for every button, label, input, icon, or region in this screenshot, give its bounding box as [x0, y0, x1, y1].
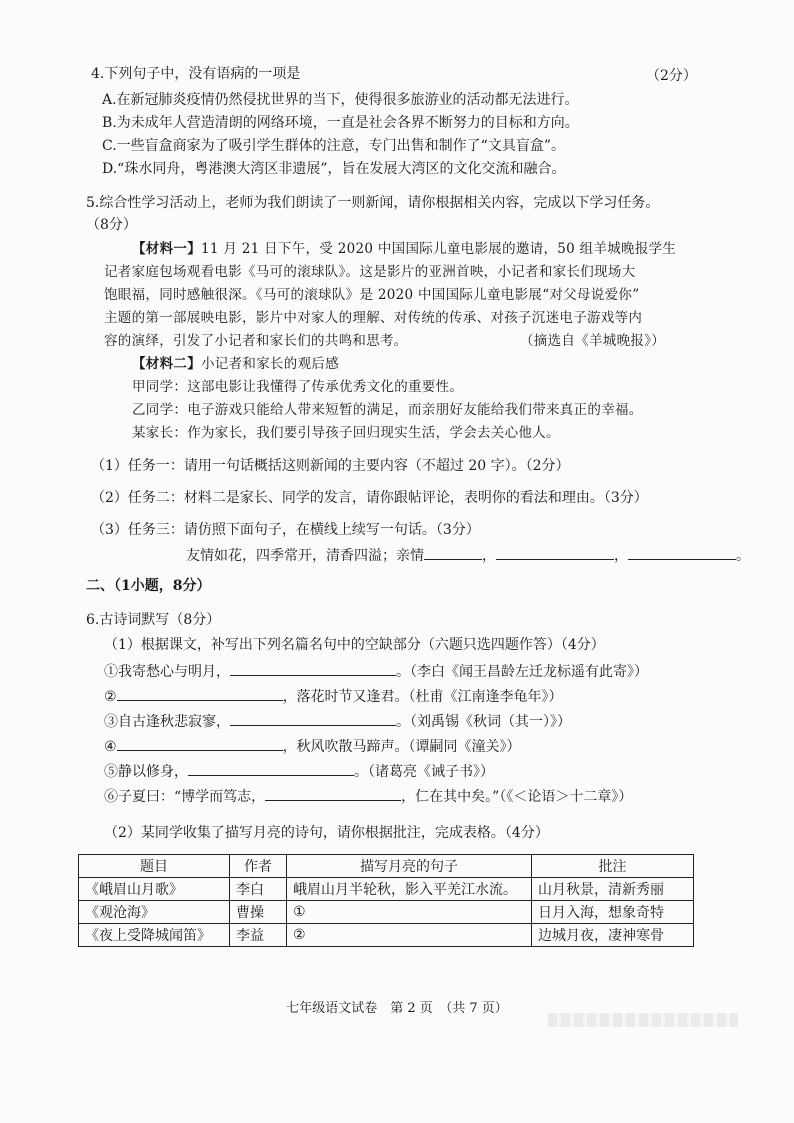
material2-title: 小记者和家长的观后感 — [201, 356, 339, 372]
material1-source: （摘选自《羊城晚报》） — [520, 333, 666, 349]
moon-poem-table — [78, 854, 694, 947]
q5-task1: （1）任务一：请用一句话概括这则新闻的主要内容（不超过 20 字）。（2分） — [91, 458, 570, 474]
q5-task2: （2）任务二：材料二是家长、同学的发言，请你跟帖评论，表明你的看法和理由。（3分） — [91, 490, 648, 506]
poem-item-4 — [104, 736, 521, 756]
q6-stem: 6.古诗词默写（8分） — [86, 612, 221, 628]
poem-blank-3[interactable] — [230, 711, 396, 726]
material1-line1 — [132, 240, 676, 258]
q4-stem: 4.下列句子中，没有语病的一项是 — [91, 66, 301, 82]
poem-blank-2[interactable] — [117, 686, 283, 701]
material1-label: 【材料一】 — [132, 241, 201, 257]
cell-line-answer-1[interactable]: ① — [287, 901, 532, 924]
cell-author: 李益 — [230, 924, 287, 947]
cell-note: 边城月夜，凄神寒骨 — [532, 924, 694, 947]
table-row — [79, 924, 694, 947]
page-footer: 七年级语文试卷 第 2 页 （共 7 页） — [286, 1001, 508, 1016]
poem-blank-6[interactable] — [265, 786, 401, 801]
q5-task3: （3）任务三：请仿照下面句子，在横线上续写一句话。（3分） — [91, 522, 480, 538]
poem-item-1-pre: ①我寄愁心与明月， — [104, 664, 230, 680]
answer-blank-1[interactable] — [424, 545, 482, 560]
poem-item-3-pre: ③自古逢秋悲寂寥， — [104, 714, 230, 730]
cell-line-answer-2[interactable]: ② — [287, 924, 532, 947]
material2-label: 【材料二】 — [132, 356, 201, 372]
poem-item-4-post: ，秋风吹散马蹄声。（谭嗣同《潼关》） — [282, 739, 521, 755]
header-note: 批注 — [532, 855, 694, 878]
cell-note: 山月秋景，清新秀丽 — [532, 878, 694, 901]
q4-score: （2分） — [646, 68, 697, 84]
poem-blank-4[interactable] — [117, 736, 283, 751]
cell-title: 《夜上受降城闻笛》 — [79, 924, 230, 947]
q4-option-b: B.为未成年人营造清朗的网络环境，一直是社会各界不断努力的目标和方向。 — [102, 115, 579, 131]
material2-line3: 某家长：作为家长，我们要引导孩子回归现实生活，学会去关心他人。 — [132, 425, 560, 441]
table-row — [79, 878, 694, 901]
poem-item-6-post: ，仁在其中矣。”（《＜论语＞十二章》） — [401, 789, 633, 805]
table-row — [79, 901, 694, 924]
period: 。 — [736, 548, 750, 564]
material1-line5: 容的演绎，引发了小记者和家长们的共鸣和思考。 — [104, 333, 408, 349]
q4-option-c: C.一些盲盒商家为了吸引学生群体的注意，专门出售和制作了“文具盲盒”。 — [102, 138, 565, 154]
material1-text: 11 月 21 日下午，受 2020 中国国际儿童电影展的邀请，50 组羊城晚报学生 — [201, 241, 677, 257]
poem-item-3-post: 。（刘禹锡《秋词（其一）》） — [396, 714, 571, 730]
q6-part2: （2）某同学收集了描写月亮的诗句，请你根据批注，完成表格。（4分） — [104, 825, 549, 841]
material2-line1: 甲同学：这部电影让我懂得了传承优秀文化的重要性。 — [132, 379, 464, 395]
poem-item-1-post: 。（李白《闻王昌龄左迁龙标遥有此寄》） — [396, 664, 648, 680]
answer-blank-3[interactable] — [628, 545, 736, 560]
table-header-row — [79, 855, 694, 878]
poem-item-5 — [104, 761, 494, 781]
poem-item-5-pre: ⑤静以修身， — [104, 764, 188, 780]
q5-imitation-line — [186, 545, 750, 565]
header-author: 作者 — [230, 855, 287, 878]
poem-blank-5[interactable] — [188, 761, 354, 776]
material1-line2: 记者家庭包场观看电影《马可的滚球队》。这是影片的亚洲首映，小记者和家长们现场大 — [104, 264, 636, 280]
poem-item-6 — [104, 786, 632, 806]
poem-item-5-post: 。（诸葛亮《诫子书》） — [354, 764, 494, 780]
q5-stem: 5.综合性学习活动上，老师为我们朗读了一则新闻，请你根据相关内容，完成以下学习任务。 — [86, 195, 660, 211]
scan-smudge — [548, 1013, 738, 1027]
poem-item-6-pre: ⑥子夏曰：“博学而笃志， — [104, 789, 266, 805]
cell-title: 《观沧海》 — [79, 901, 230, 924]
section2-heading: 二、（1小题，8分） — [86, 578, 211, 594]
imitation-prefix: 友情如花，四季常开，清香四溢；亲情 — [186, 548, 424, 564]
poem-blank-1[interactable] — [230, 661, 396, 676]
poem-item-1 — [104, 661, 648, 681]
answer-blank-2[interactable] — [496, 545, 614, 560]
comma-1: ， — [482, 548, 496, 564]
cell-author: 李白 — [230, 878, 287, 901]
q4-option-d: D.“珠水同舟，粤港澳大湾区非遗展”，旨在发展大湾区的文化交流和融合。 — [102, 161, 566, 177]
poem-item-2 — [104, 686, 563, 706]
poem-item-2-post: ，落花时节又逢君。（杜甫《江南逢李龟年》） — [282, 689, 563, 705]
header-title: 题目 — [79, 855, 230, 878]
cell-line: 峨眉山月半轮秋，影入平羌江水流。 — [287, 878, 532, 901]
cell-title: 《峨眉山月歌》 — [79, 878, 230, 901]
header-line: 描写月亮的句子 — [287, 855, 532, 878]
q5-score: （8分） — [86, 217, 137, 233]
material1-line3: 饱眼福，同时感触很深。《马可的滚球队》是 2020 中国国际儿童电影展“对父母说爱你” — [104, 287, 640, 303]
poem-item-4-pre: ④ — [104, 739, 117, 755]
cell-note: 日月入海，想象奇特 — [532, 901, 694, 924]
q6-part1: （1）根据课文，补写出下列名篇名句中的空缺部分（六题只选四题作答）（4分） — [104, 637, 605, 653]
material2-heading — [132, 355, 339, 373]
q4-option-a: A.在新冠肺炎疫情仍然侵扰世界的当下，使得很多旅游业的活动都无法进行。 — [102, 92, 579, 108]
poem-item-3 — [104, 711, 571, 731]
material1-line4: 主题的第一部展映电影，影片中对家人的理解、对传统的传承、对孩子沉迷电子游戏等内 — [104, 310, 643, 326]
poem-item-2-pre: ② — [104, 689, 117, 705]
material2-line2: 乙同学：电子游戏只能给人带来短暂的满足，而亲朋好友能给我们带来真正的幸福。 — [132, 402, 643, 418]
comma-2: ， — [614, 548, 628, 564]
cell-author: 曹操 — [230, 901, 287, 924]
